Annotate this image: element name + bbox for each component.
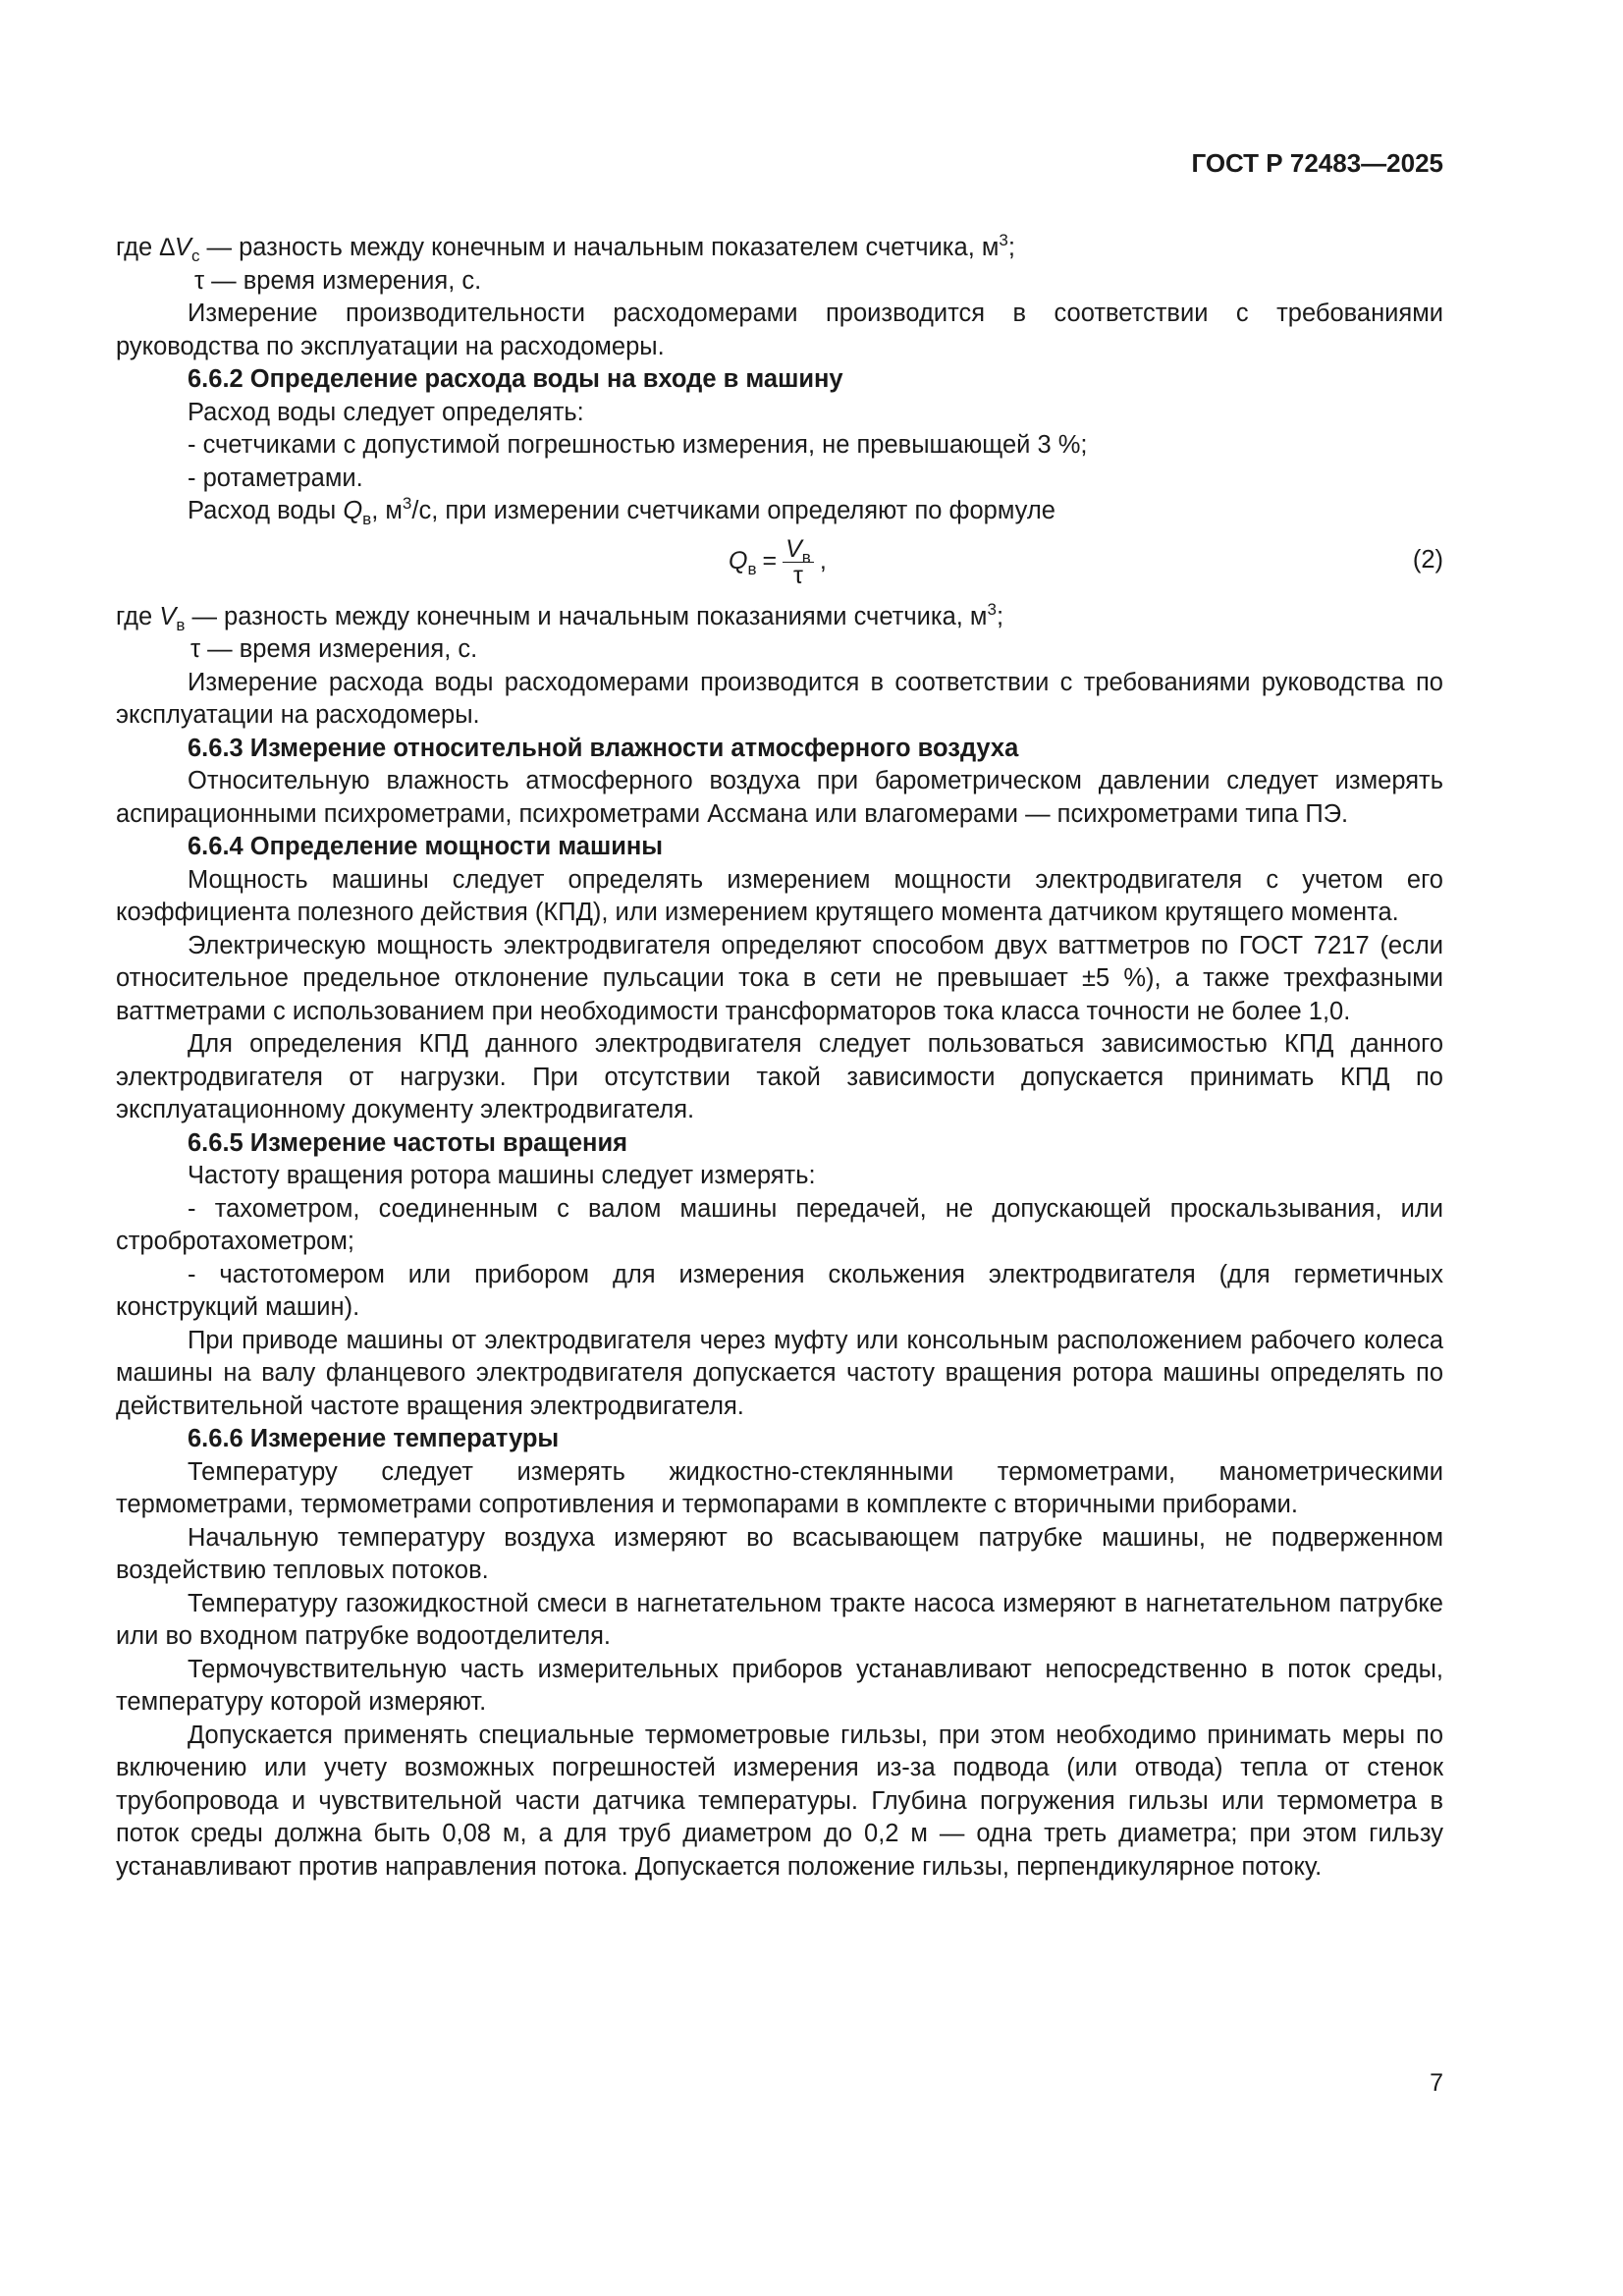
paragraph-6: Мощность машины следует определять измерением мощности электродвигателя с учетом его коэффициента полезного действия (КПД), или измерением крутящего момента датчиком крутящего момента. (116, 865, 1443, 926)
section-heading-6-6-5: 6.6.5 Измерение частоты вращения (188, 1128, 628, 1157)
list-item-2: - ротаметрами. (188, 464, 363, 492)
list-item-1: - счетчиками с допустимой погрешностью измерения, не превышающей 3 %; (188, 431, 1088, 459)
formula-2 (116, 530, 1443, 595)
where-line-3: где $V_в$ — разность между конечным и начальным показаниями счетчика, $м^3$; (116, 599, 1004, 634)
section-heading-6-6-4: 6.6.4 Определение мощности машины (188, 833, 664, 860)
document-body (116, 232, 1443, 1884)
paragraph-15: Допускается применять специальные термометровые гильзы, при этом необходимо принимать меры по включению или учету возможных погрешностей измерения из-за подвода (или отвода) тепла от стенок трубопровода и чувствительной части датчика температуры. Глубина погружения гильзы или термометра в поток среды должна быть 0,08 м, а для труб диаметром до 0,2 м — одна треть диаметра; при этом гильзу устанавливают против направления потока. Допускается положение гильзы, перпендикулярное потоку. (116, 1721, 1443, 1881)
paragraph-5: Относительную влажность атмосферного воздуха при барометрическом давлении следует измерять аспирационными психрометрами, психрометрами Ассмана или влагомерами — психрометрами типа ПЭ. (116, 767, 1443, 828)
formula-number: (2) (1412, 545, 1443, 574)
list-item-3: - тахометром, соединенным с валом машины передачей, не допускающей проскальзывания, или стробротахометром; (116, 1194, 1443, 1255)
document-header: ГОСТ Р 72483—2025 (1191, 148, 1443, 178)
section-heading-6-6-3: 6.6.3 Измерение относительной влажности атмосферного воздуха (188, 734, 1019, 762)
formula-fraction: $\frac{V_в}{\tau}$ (783, 536, 814, 588)
paragraph-14: Термочувствительную часть измерительных приборов устанавливают непосредственно в поток среды, температуру которой измеряют. (116, 1655, 1443, 1716)
where-line-4: τ — время измерения, с. (190, 635, 478, 663)
paragraph-13: Температуру газожидкостной смеси в нагнетательном тракте насоса измеряют в нагнетательном патрубке или во входном патрубке водоотделителя. (116, 1589, 1443, 1650)
paragraph-8: Для определения КПД данного электродвигателя следует пользоваться зависимостью КПД данного электродвигателя от нагрузки. При отсутствии такой зависимости допускается принимать КПД по эксплуатационному документу электродвигателя. (116, 1030, 1443, 1123)
paragraph-3: Расход воды $Q_в$, $м^3/с$, при измерении счетчиками определяют по формуле (188, 494, 1055, 528)
paragraph-12: Начальную температуру воздуха измеряют во всасывающем патрубке машины, не подверженном воздействию тепловых потоков. (116, 1523, 1443, 1584)
section-heading-6-6-6: 6.6.6 Измерение температуры (188, 1425, 560, 1452)
paragraph-11: Температуру следует измерять жидкостно-стеклянными термометрами, манометрическими термометрами, термометрами сопротивления и термопарами в комплекте с вторичными приборами. (116, 1457, 1443, 1518)
page-number: 7 (1430, 2069, 1443, 2097)
paragraph-10: При приводе машины от электродвигателя через муфту или консольным расположением рабочего колеса машины на валу фланцевого электродвигателя допускается частоту вращения ротора машины определять по действительной частоте вращения электродвигателя. (116, 1326, 1443, 1420)
paragraph-1: Измерение производительности расходомерами производится в соответствии с требованиями руководства по эксплуатации на расходомеры. (116, 300, 1443, 360)
where-line-1: где $\Delta V_с$ — разность между конечным и начальным показателем счетчика, $м^3$; (116, 231, 1015, 265)
paragraph-9: Частоту вращения ротора машины следует измерять: (188, 1162, 816, 1189)
paragraph-7: Электрическую мощность электродвигателя определяют способом двух ваттметров по ГОСТ 7217 (если относительное предельное отклонение пульсации тока в сети не превышает ±5 %), а также трехфазными ваттметрами с использованием при необходимости трансформаторов тока класса точности не более 1,0. (116, 931, 1443, 1025)
where-line-2: τ — время измерения, с. (194, 266, 482, 295)
paragraph-4: Измерение расхода воды расходомерами производится в соответствии с требованиями руководства по эксплуатации на расходомеры. (116, 668, 1443, 729)
list-item-4: - частотомером или прибором для измерения скольжения электродвигателя (для герметичных конструкций машин). (116, 1260, 1443, 1321)
paragraph-2: Расход воды следует определять: (188, 398, 584, 426)
section-heading-6-6-2: 6.6.2 Определение расхода воды на входе в машину (188, 365, 843, 393)
formula-expression: $Q_в$ = $\frac{V_в}{\tau}$ , (729, 534, 827, 589)
